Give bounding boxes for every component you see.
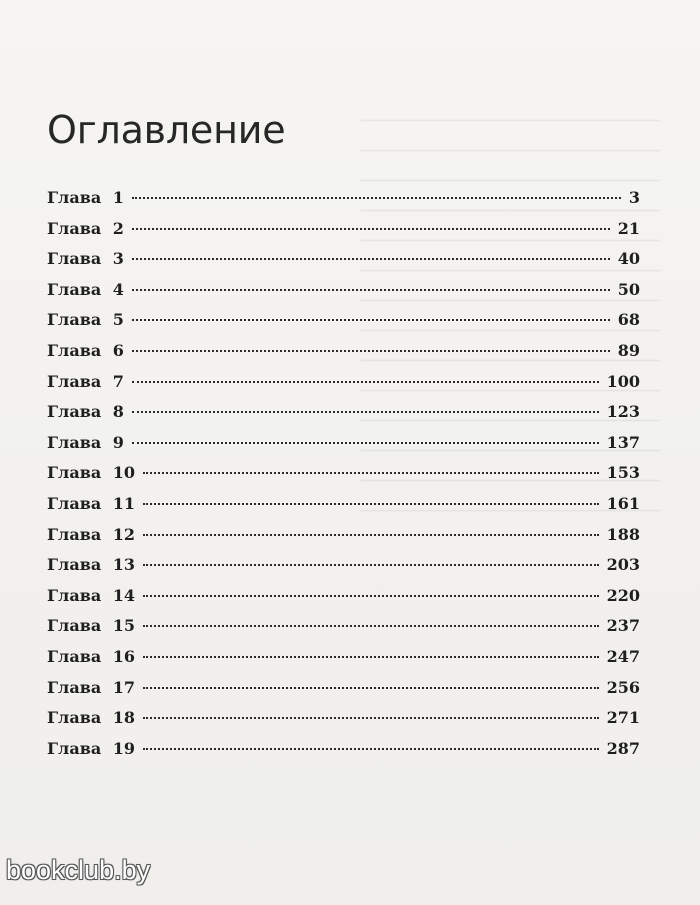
toc-chapter-label: Глава 11: [47, 493, 136, 513]
toc-chapter-label: Глава 8: [47, 402, 124, 422]
toc-row: [47, 249, 640, 280]
toc-chapter-label: Глава 13: [47, 555, 136, 575]
dot-leader: [143, 717, 599, 719]
toc-chapter-label: Глава 7: [47, 371, 124, 391]
toc-chapter-label: Глава 3: [47, 249, 124, 269]
dot-leader: [132, 197, 621, 199]
dot-leader: [132, 381, 599, 383]
toc-row: [47, 372, 640, 403]
toc-chapter-label: Глава 18: [47, 708, 136, 728]
toc-chapter-label: Глава 15: [47, 616, 136, 636]
toc-page-number: 271: [606, 708, 640, 728]
toc-page-number: 220: [606, 585, 640, 605]
toc-page-number: 287: [606, 738, 640, 758]
dot-leader: [132, 411, 599, 413]
dot-leader: [143, 687, 599, 689]
toc-page-number: 153: [606, 463, 640, 483]
toc-chapter-label: Глава 6: [47, 340, 124, 360]
toc-row: [47, 402, 640, 433]
toc-chapter-label: Глава 5: [47, 310, 124, 330]
toc-page-number: 203: [606, 555, 640, 575]
toc-chapter-label: Глава 1: [47, 188, 124, 207]
toc-page-number: 21: [617, 218, 640, 238]
toc-chapter-label: Глава 12: [47, 524, 136, 544]
toc-page-number: 68: [617, 310, 640, 330]
toc-page-number: 137: [606, 432, 640, 452]
toc-chapter-label: Глава 19: [47, 738, 136, 758]
dot-leader: [143, 564, 599, 566]
dot-leader: [132, 289, 610, 291]
toc-row: [47, 310, 640, 341]
toc-row: [47, 280, 640, 311]
toc-chapter-label: Глава 14: [47, 585, 136, 605]
toc-row: [47, 616, 640, 647]
toc-chapter-label: Глава 4: [47, 279, 124, 299]
toc-chapter-label: Глава 2: [47, 218, 124, 238]
page-title: Оглавление: [47, 108, 286, 152]
dot-leader: [143, 503, 599, 505]
toc-page-number: 3: [628, 188, 640, 207]
toc-page-number: 50: [617, 279, 640, 299]
toc-page-number: 89: [617, 340, 640, 360]
toc-page-number: 161: [606, 493, 640, 513]
toc-chapter-label: Глава 10: [47, 463, 136, 483]
toc-page-number: 100: [606, 371, 640, 391]
toc-row: [47, 586, 640, 617]
dot-leader: [143, 595, 599, 597]
dot-leader: [132, 350, 610, 352]
toc-row: [47, 678, 640, 709]
dot-leader: [143, 534, 599, 536]
toc-page-number: 40: [617, 249, 640, 269]
dot-leader: [132, 228, 610, 230]
toc-chapter-label: Глава 17: [47, 677, 136, 697]
dot-leader: [143, 625, 599, 627]
toc-page-number: 247: [606, 646, 640, 666]
toc-row: [47, 708, 640, 739]
toc-chapter-label: Глава 16: [47, 646, 136, 666]
dot-leader: [143, 656, 599, 658]
toc-page-number: 237: [606, 616, 640, 636]
toc-row: [47, 739, 640, 770]
dot-leader: [143, 472, 599, 474]
toc-row: [47, 341, 640, 372]
toc-page-number: 188: [606, 524, 640, 544]
toc-row: [47, 647, 640, 678]
toc-row: [47, 433, 640, 464]
toc-row: [47, 463, 640, 494]
dot-leader: [132, 258, 610, 260]
dot-leader: [132, 442, 599, 444]
table-of-contents: [47, 188, 640, 769]
toc-row: [47, 494, 640, 525]
toc-chapter-label: Глава 9: [47, 432, 124, 452]
toc-row: [47, 219, 640, 250]
dot-leader: [143, 748, 599, 750]
dot-leader: [132, 319, 610, 321]
toc-page-number: 123: [606, 402, 640, 422]
watermark: bookclub.by: [6, 855, 151, 885]
toc-row: [47, 555, 640, 586]
toc-row: [47, 188, 640, 219]
toc-page-number: 256: [606, 677, 640, 697]
toc-row: [47, 525, 640, 556]
